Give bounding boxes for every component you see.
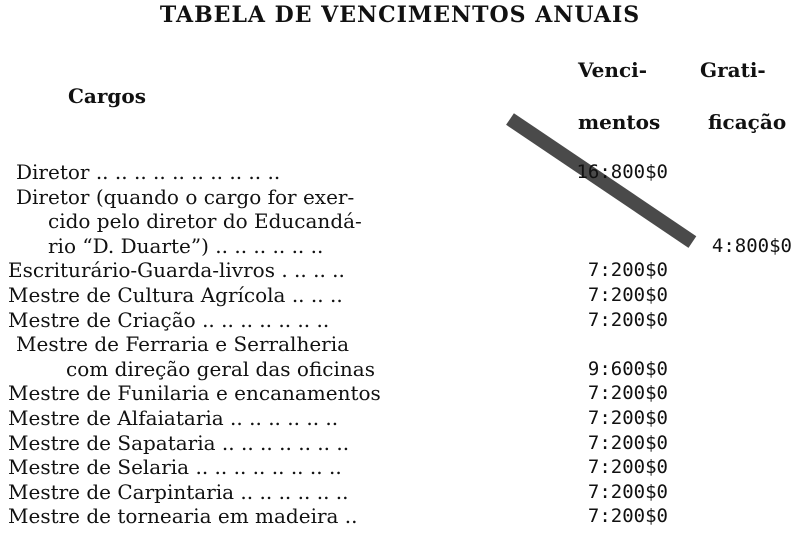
- table-row: [0, 160, 800, 184]
- table-row: [0, 234, 800, 258]
- vencimento-value: 7:200$0: [587, 505, 668, 528]
- vencimento-value: 7:200$0: [587, 480, 668, 503]
- cargo-label: Mestre de Cultura Agrícola .. .. ..: [8, 283, 343, 307]
- vencimento-value: 7:200$0: [587, 382, 668, 405]
- table-row: [0, 332, 800, 356]
- table-row: [0, 283, 800, 307]
- cargo-label: Mestre de Criação .. .. .. .. .. .. ..: [8, 307, 330, 332]
- header-gratificacao-line1: Grati-: [700, 58, 766, 82]
- table-row: [0, 258, 800, 282]
- table-row: [0, 357, 800, 381]
- vencimento-value: 7:200$0: [587, 308, 668, 331]
- page-title: TABELA DE VENCIMENTOS ANUAIS: [159, 2, 641, 28]
- table-row: [0, 504, 800, 528]
- cargo-label: rio “D. Duarte”) .. .. .. .. .. ..: [48, 233, 324, 258]
- header-vencimentos-line1: Venci-: [578, 58, 648, 82]
- vencimento-value: 9:600$0: [587, 357, 668, 380]
- cargo-label: Mestre de Ferraria e Serralheria: [16, 332, 350, 357]
- cargo-label: Mestre de Selaria .. .. .. .. .. .. .. ..: [8, 455, 342, 480]
- gratificacao-value: 4:800$0: [711, 234, 792, 257]
- table-row: [0, 185, 800, 209]
- cargo-label: Mestre de Funilaria e encanamentos: [8, 381, 381, 406]
- table-row: [0, 455, 800, 479]
- table-row: [0, 480, 800, 504]
- cargo-label: Mestre de Alfaiataria .. .. .. .. .. ..: [8, 406, 339, 430]
- table-row: [0, 209, 800, 233]
- table-row: [0, 406, 800, 430]
- vencimento-value: 7:200$0: [587, 456, 668, 479]
- cargo-label: Escriturário-Guarda-livros . .. .. ..: [8, 258, 345, 283]
- table-row: [0, 431, 800, 455]
- header-cargos: Cargos: [68, 84, 146, 108]
- cargo-label: Diretor .. .. .. .. .. .. .. .. .. ..: [16, 160, 281, 184]
- header-vencimentos-line2: mentos: [578, 110, 661, 134]
- table-row: [0, 381, 800, 405]
- vencimento-value: 7:200$0: [587, 431, 668, 454]
- header-gratificacao-line2: ficação: [708, 110, 787, 134]
- cargo-label: Diretor (quando o cargo for exer-: [16, 184, 355, 209]
- cargo-label: Mestre de tornearia em madeira ..: [8, 504, 358, 529]
- vencimento-value: 7:200$0: [587, 407, 668, 429]
- cargo-label: cido pelo diretor do Educandá-: [48, 209, 362, 234]
- vencimento-value: 7:200$0: [587, 284, 668, 306]
- cargo-label: Mestre de Carpintaria .. .. .. .. .. ..: [8, 479, 349, 504]
- cargo-label: com direção geral das oficinas: [66, 356, 375, 381]
- vencimento-value: 7:200$0: [587, 259, 668, 282]
- cargo-label: Mestre de Sapataria .. .. .. .. .. .. ..: [8, 430, 350, 455]
- table-row: [0, 308, 800, 332]
- vencimento-value: 16:800$0: [576, 161, 668, 183]
